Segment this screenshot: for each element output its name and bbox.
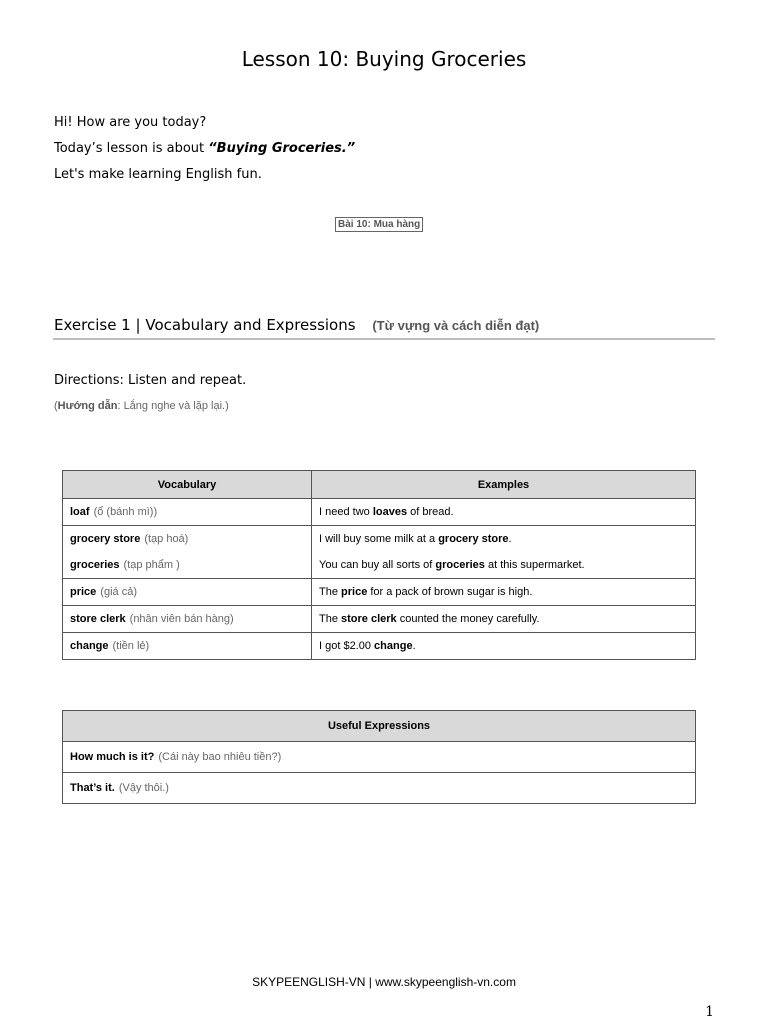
vocab-word: grocery store: [70, 533, 141, 545]
exercise-label: Exercise 1: [54, 316, 131, 334]
example-text: for a pack of brown sugar is high.: [367, 586, 533, 598]
vocab-word: loaf: [70, 506, 90, 518]
example-text: The: [319, 613, 342, 625]
exercise-heading-vn: (Từ vựng và cách diễn đạt): [372, 318, 540, 333]
expression-vn: (Vậy thôi.): [118, 782, 169, 794]
exercise-and-word: and: [233, 316, 262, 334]
intro-topic-line: [54, 141, 355, 156]
vocab-word: price: [70, 586, 97, 598]
exercise-separator: |: [135, 316, 141, 334]
vocab-word: store clerk: [70, 613, 126, 625]
vocab-vn: (tạp phẩm ): [123, 559, 180, 571]
vocab-vn: (giá cả): [100, 586, 137, 598]
example-text: I will buy some milk at a: [319, 533, 439, 545]
table-row: [63, 606, 696, 633]
example-cell: [312, 606, 696, 633]
directions-vn-text: : Lắng nghe và lặp lại.): [117, 400, 229, 412]
example-text: I need two: [319, 506, 373, 518]
directions: [54, 373, 246, 388]
vocab-cell: [63, 526, 312, 579]
example-text: counted the money carefully.: [396, 613, 540, 625]
header-useful-expressions: Useful Expressions: [63, 711, 696, 742]
example-text: I got $2.00: [319, 640, 375, 652]
expression-phrase: How much is it?: [70, 751, 155, 763]
example-cell: [312, 499, 696, 526]
example-cell: [312, 579, 696, 606]
directions-vn-open: (: [54, 400, 58, 412]
vocab-word: groceries: [70, 559, 120, 571]
example-text: of bread.: [407, 506, 454, 518]
table-row: [63, 633, 696, 660]
example-keyword: price: [341, 586, 368, 598]
table-row: [63, 773, 696, 804]
page-footer: SKYPEENGLISH-VN | www.skypeenglish-vn.com: [252, 975, 516, 989]
example-keyword: change: [374, 640, 413, 652]
vocabulary-table: [62, 470, 696, 660]
directions-label: Directions: [54, 373, 120, 388]
intro-greeting: Hi! How are you today?: [54, 115, 207, 130]
section-divider: [53, 338, 715, 340]
example-text: .: [412, 640, 416, 652]
vocab-cell: [63, 579, 312, 606]
vocab-word: change: [70, 640, 109, 652]
page-number: 1: [705, 1004, 714, 1020]
header-vocabulary: Vocabulary: [63, 471, 312, 499]
page-title: Lesson 10: Buying Groceries: [241, 47, 527, 71]
directions-text: : Listen and repeat.: [119, 373, 247, 388]
table-header-row: [63, 471, 696, 499]
exercise-heading: [54, 316, 539, 334]
vocab-vn: (tạp hoá): [144, 533, 189, 545]
example-keyword: grocery store: [438, 533, 509, 545]
vocab-cell: [63, 633, 312, 660]
intro-motto: Let's make learning English fun.: [54, 167, 262, 182]
vocab-cell: [63, 606, 312, 633]
vocab-vn: (nhân viên bán hàng): [129, 613, 234, 625]
directions-vn: [54, 400, 229, 412]
table-row: [63, 499, 696, 526]
expression-cell: [63, 773, 696, 804]
expression-cell: [63, 742, 696, 773]
example-text: You can buy all sorts of: [319, 559, 436, 571]
vocab-vn: (ổ (bánh mì)): [93, 506, 158, 518]
intro-topic-prefix: Today’s lesson is about: [54, 141, 209, 156]
example-keyword: store clerk: [341, 613, 397, 625]
expression-phrase: That’s it.: [70, 782, 115, 794]
table-row: [63, 742, 696, 773]
example-keyword: loaves: [372, 506, 408, 518]
intro-topic: “Buying Groceries.”: [208, 141, 356, 156]
example-cell: [312, 526, 696, 579]
example-text: at this supermarket.: [484, 559, 585, 571]
table-header-row: [63, 711, 696, 742]
vocab-cell: [63, 499, 312, 526]
table-row: [63, 526, 696, 579]
lesson-badge-vn: Bài 10: Mua hàng: [335, 217, 423, 232]
expressions-table: [62, 710, 696, 804]
header-examples: Examples: [312, 471, 696, 499]
vocab-vn: (tiền lẻ): [112, 640, 150, 652]
directions-vn-label: Hướng dẫn: [57, 400, 118, 412]
example-keyword: groceries: [435, 559, 485, 571]
exercise-expr-word: Expressions: [266, 316, 356, 334]
exercise-vocab-word: Vocabulary: [145, 316, 229, 334]
example-text: The: [319, 586, 342, 598]
example-cell: [312, 633, 696, 660]
expression-vn: (Cái này bao nhiêu tiền?): [158, 751, 282, 763]
example-text: .: [508, 533, 512, 545]
table-row: [63, 579, 696, 606]
